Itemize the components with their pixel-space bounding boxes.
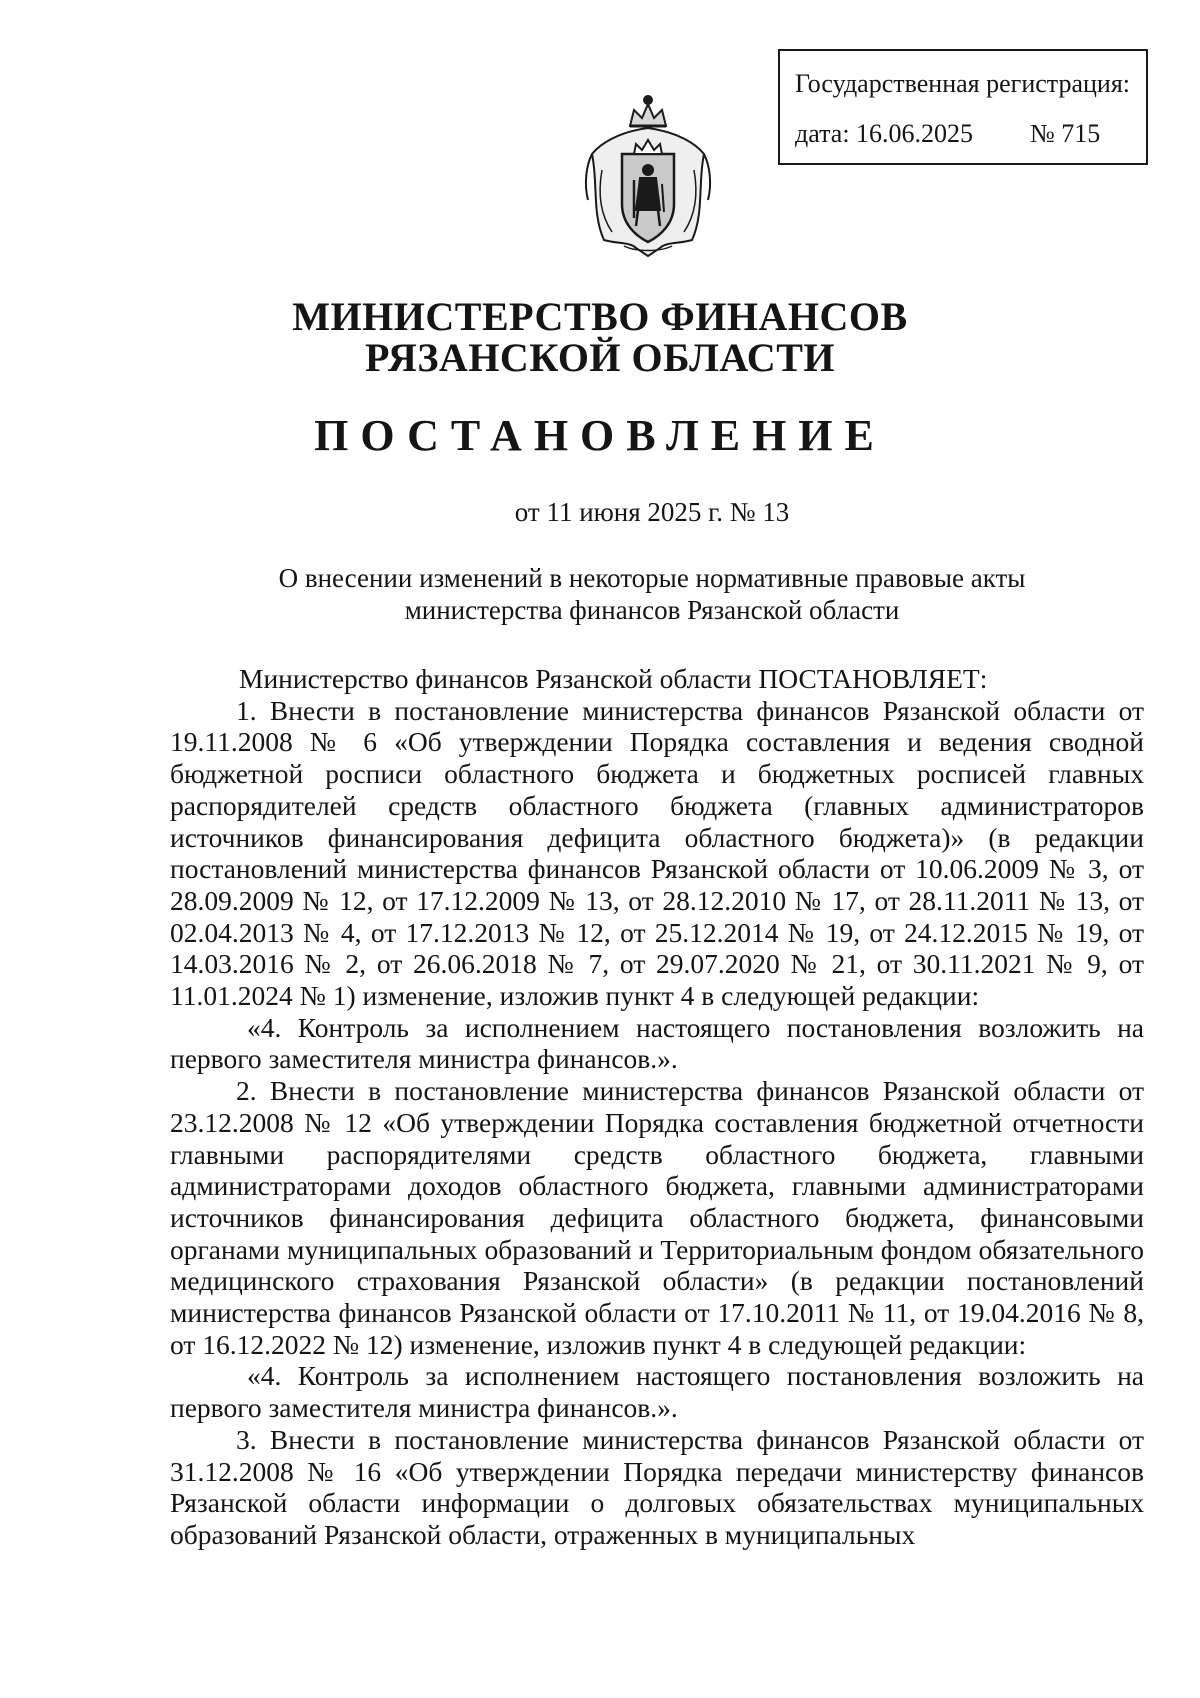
registration-stamp-box — [778, 49, 1148, 165]
registration-number: № 715 — [1030, 119, 1101, 148]
document-subject-line2: министерства финансов Рязанской области — [404, 595, 900, 625]
body-item-2-quote: «4. Контроль за исполнением настоящего постановления возложить на первого заместителя министра финансов.». — [170, 1360, 1144, 1424]
body-item-2: 2. Внести в постановление министерства финансов Рязанской области от 23.12.2008 № 12 «Об утверждении Порядка составления бюджетной отчетности главными распорядителями средств областного бюджета, главными администраторами доходов областного бюджета, главными администраторами источников финансирования дефицита областного бюджета, финансовыми органами муниципальных образований и Территориальным фондом обязательного медицинского страхования Рязанской области» (в редакции постановлений министерства финансов Рязанской области от 17.10.2011 № 11, от 19.04.2016 № 8, от 16.12.2022 № 12) изменение, изложив пункт 4 в следующей редакции: — [170, 1075, 1144, 1360]
document-date-number: от 11 июня 2025 г. № 13 — [514, 497, 790, 527]
body-item-3: 3. Внести в постановление министерства финансов Рязанской области от 31.12.2008 № 16 «Об утверждении Порядка передачи министерству финансов Рязанской области информации о долговых обязательствах муниципальных образований Рязанской области, отраженных в муниципальных — [170, 1423, 1144, 1550]
body-item-1: 1. Внести в постановление министерства финансов Рязанской области от 19.11.2008 № 6 «Об утверждении Порядка составления и ведения сводной бюджетной росписи областного бюджета и бюджетных росписей главных распорядителей средств областного бюджета (главных администраторов источников финансирования дефицита областного бюджета)» (в редакции постановлений министерства финансов Рязанской области от 10.06.2009 № 3, от 28.09.2009 № 12, от 17.12.2009 № 13, от 28.12.2010 № 17, от 28.11.2011 № 13, от 02.04.2013 № 4, от 17.12.2013 № 12, от 25.12.2014 № 19, от 24.12.2015 № 19, от 14.03.2016 № 2, от 26.06.2018 № 7, от 29.07.2020 № 21, от 30.11.2021 № 9, от 11.01.2024 № 1) изменение, изложив пункт 4 в следующей редакции: — [170, 694, 1144, 1012]
body-item-1-quote: «4. Контроль за исполнением настоящего постановления возложить на первого заместителя министра финансов.». — [170, 1011, 1144, 1075]
registration-title: Государственная регистрация: — [795, 69, 1131, 98]
registration-date: дата: 16.06.2025 — [795, 119, 974, 148]
document-type-heading: ПОСТАНОВЛЕНИЕ — [314, 411, 886, 460]
document-body — [170, 663, 1144, 1551]
document-subject-line1: О внесении изменений в некоторые нормативные правовые акты — [278, 563, 1026, 593]
body-intro: Министерство финансов Рязанской области ПОСТАНОВЛЯЕТ: — [239, 663, 988, 694]
ryazan-coat-of-arms-icon — [578, 92, 718, 260]
ministry-title-line2: РЯЗАНСКОЙ ОБЛАСТИ — [364, 335, 835, 380]
ministry-title-line1: МИНИСТЕРСТВО ФИНАНСОВ — [292, 294, 908, 339]
